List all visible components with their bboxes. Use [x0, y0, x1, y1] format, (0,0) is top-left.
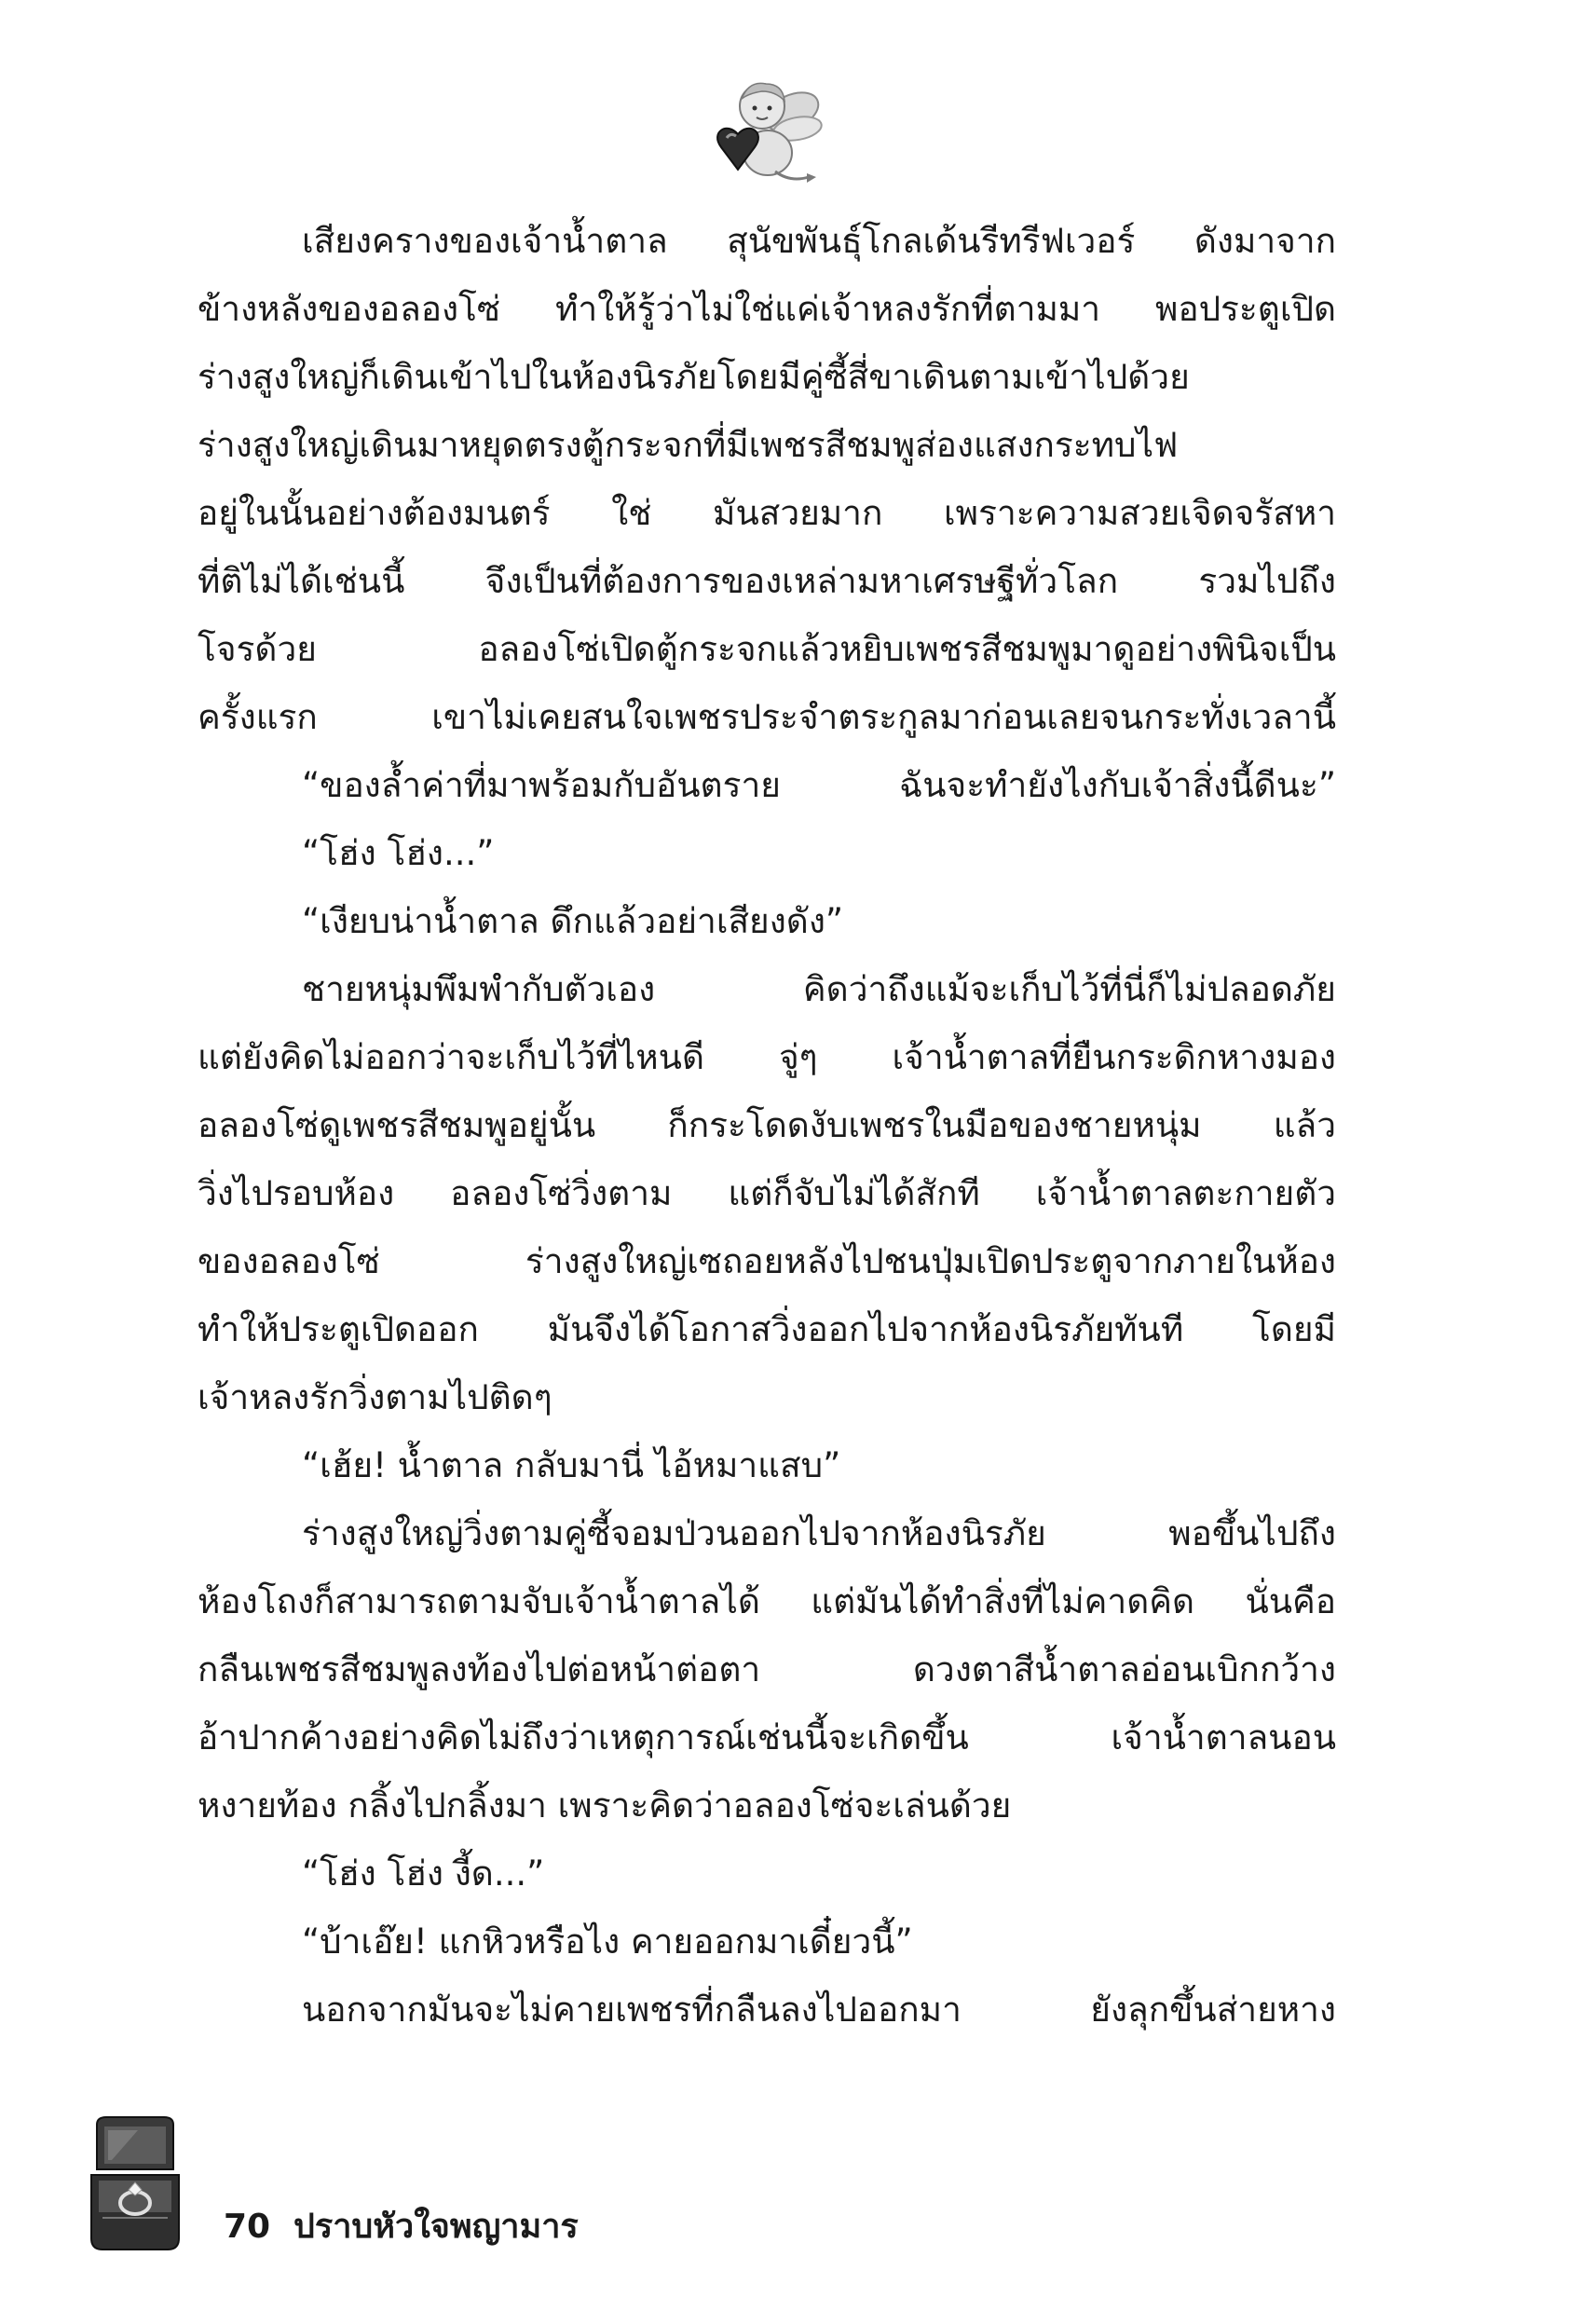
dialogue-line: “ของล้ำค่าที่มาพร้อมกับอันตราย ฉันจะทำยังไงกับเจ้าสิ่งนี้ดีนะ”	[302, 765, 1336, 805]
text-line: นอกจากมันจะไม่คายเพชรที่กลืนลงไปออกมา ยังลุกขึ้นส่ายหาง	[302, 1990, 1336, 2030]
text-line: ร่างสูงใหญ่เดินมาหยุดตรงตู้กระจกที่มีเพชรสีชมพูส่องแสงกระทบไฟ	[198, 425, 1179, 465]
text-line: อยู่ในนั้นอย่างต้องมนตร์ ใช่ มันสวยมาก เพราะความสวยเจิดจรัสหา	[198, 493, 1336, 533]
text-line: ร่างสูงใหญ่ก็เดินเข้าไปในห้องนิรภัยโดยมีคู่ซี้สี่ขาเดินตามเข้าไปด้วย	[198, 357, 1190, 397]
ring-box-icon	[84, 2115, 186, 2255]
text-line: โจรด้วย อลองโซ่เปิดตู้กระจกแล้วหยิบเพชรสีชมพูมาดูอย่างพินิจเป็น	[198, 629, 1336, 669]
text-line: ร่างสูงใหญ่วิ่งตามคู่ซี้จอมป่วนออกไปจากห้องนิรภัย พอขึ้นไปถึง	[302, 1513, 1336, 1553]
text-line: อลองโซ่ดูเพชรสีชมพูอยู่นั้น ก็กระโดดงับเพชรในมือของชายหนุ่ม แล้ว	[198, 1105, 1336, 1145]
page-footer	[84, 2115, 736, 2264]
text-line: ชายหนุ่มพึมพำกับตัวเอง คิดว่าถึงแม้จะเก็บไว้ที่นี่ก็ไม่ปลอดภัย	[302, 969, 1336, 1009]
text-line: ครั้งแรก เขาไม่เคยสนใจเพชรประจำตระกูลมาก่อนเลยจนกระทั่งเวลานี้	[198, 697, 1336, 737]
text-line: วิ่งไปรอบห้อง อลองโซ่วิ่งตาม แต่ก็จับไม่ได้สักที เจ้าน้ำตาลตะกายตัว	[198, 1173, 1336, 1213]
text-line: เสียงครางของเจ้าน้ำตาล สุนัขพันธุ์โกลเด้นรีทรีฟเวอร์ ดังมาจาก	[302, 221, 1336, 261]
text-line: ที่ติไม่ได้เช่นนี้ จึงเป็นที่ต้องการของเหล่ามหาเศรษฐีทั่วโลก รวมไปถึง	[198, 561, 1336, 601]
book-title: ปราบหัวใจพญามาร	[293, 2208, 579, 2246]
text-line: ของอลองโซ่ ร่างสูงใหญ่เซถอยหลังไปชนปุ่มเปิดประตูจากภายในห้อง	[198, 1241, 1336, 1281]
text-line: เจ้าหลงรักวิ่งตามไปติดๆ	[198, 1377, 552, 1417]
text-line: แต่ยังคิดไม่ออกว่าจะเก็บไว้ที่ไหนดี จู่ๆ เจ้าน้ำตาลที่ยืนกระดิกหางมอง	[198, 1037, 1336, 1077]
dialogue-line: “เฮ้ย! น้ำตาล กลับมานี่ ไอ้หมาแสบ”	[302, 1445, 841, 1485]
text-line: ทำให้ประตูเปิดออก มันจึงได้โอกาสวิ่งออกไปจากห้องนิรภัยทันที โดยมี	[198, 1309, 1336, 1349]
dialogue-line: “เงียบน่าน้ำตาล ดึกแล้วอย่าเสียงดัง”	[302, 901, 844, 941]
dialogue-line: “บ้าเอ๊ย! แกหิวหรือไง คายออกมาเดี๋ยวนี้”	[302, 1921, 913, 1962]
dialogue-line: “โฮ่ง โฮ่ง งี้ด...”	[302, 1853, 545, 1894]
story-text	[198, 207, 1336, 2044]
cupid-heart-icon	[701, 73, 831, 194]
page-number: 70	[224, 2208, 271, 2246]
text-line: หงายท้อง กลิ้งไปกลิ้งมา เพราะคิดว่าอลองโซ่จะเล่นด้วย	[198, 1785, 1012, 1826]
text-line: อ้าปากค้างอย่างคิดไม่ถึงว่าเหตุการณ์เช่นนี้จะเกิดขึ้น เจ้าน้ำตาลนอน	[198, 1717, 1336, 1757]
text-line: กลืนเพชรสีชมพูลงท้องไปต่อหน้าต่อตา ดวงตาสีน้ำตาลอ่อนเบิกกว้าง	[198, 1649, 1336, 1689]
text-line: ข้างหลังของอลองโซ่ ทำให้รู้ว่าไม่ใช่แค่เจ้าหลงรักที่ตามมา พอประตูเปิด	[198, 289, 1336, 329]
text-line: ห้องโถงก็สามารถตามจับเจ้าน้ำตาลได้ แต่มันได้ทำสิ่งที่ไม่คาดคิด นั่นคือ	[198, 1581, 1336, 1621]
dialogue-line: “โฮ่ง โฮ่ง...”	[302, 833, 495, 873]
